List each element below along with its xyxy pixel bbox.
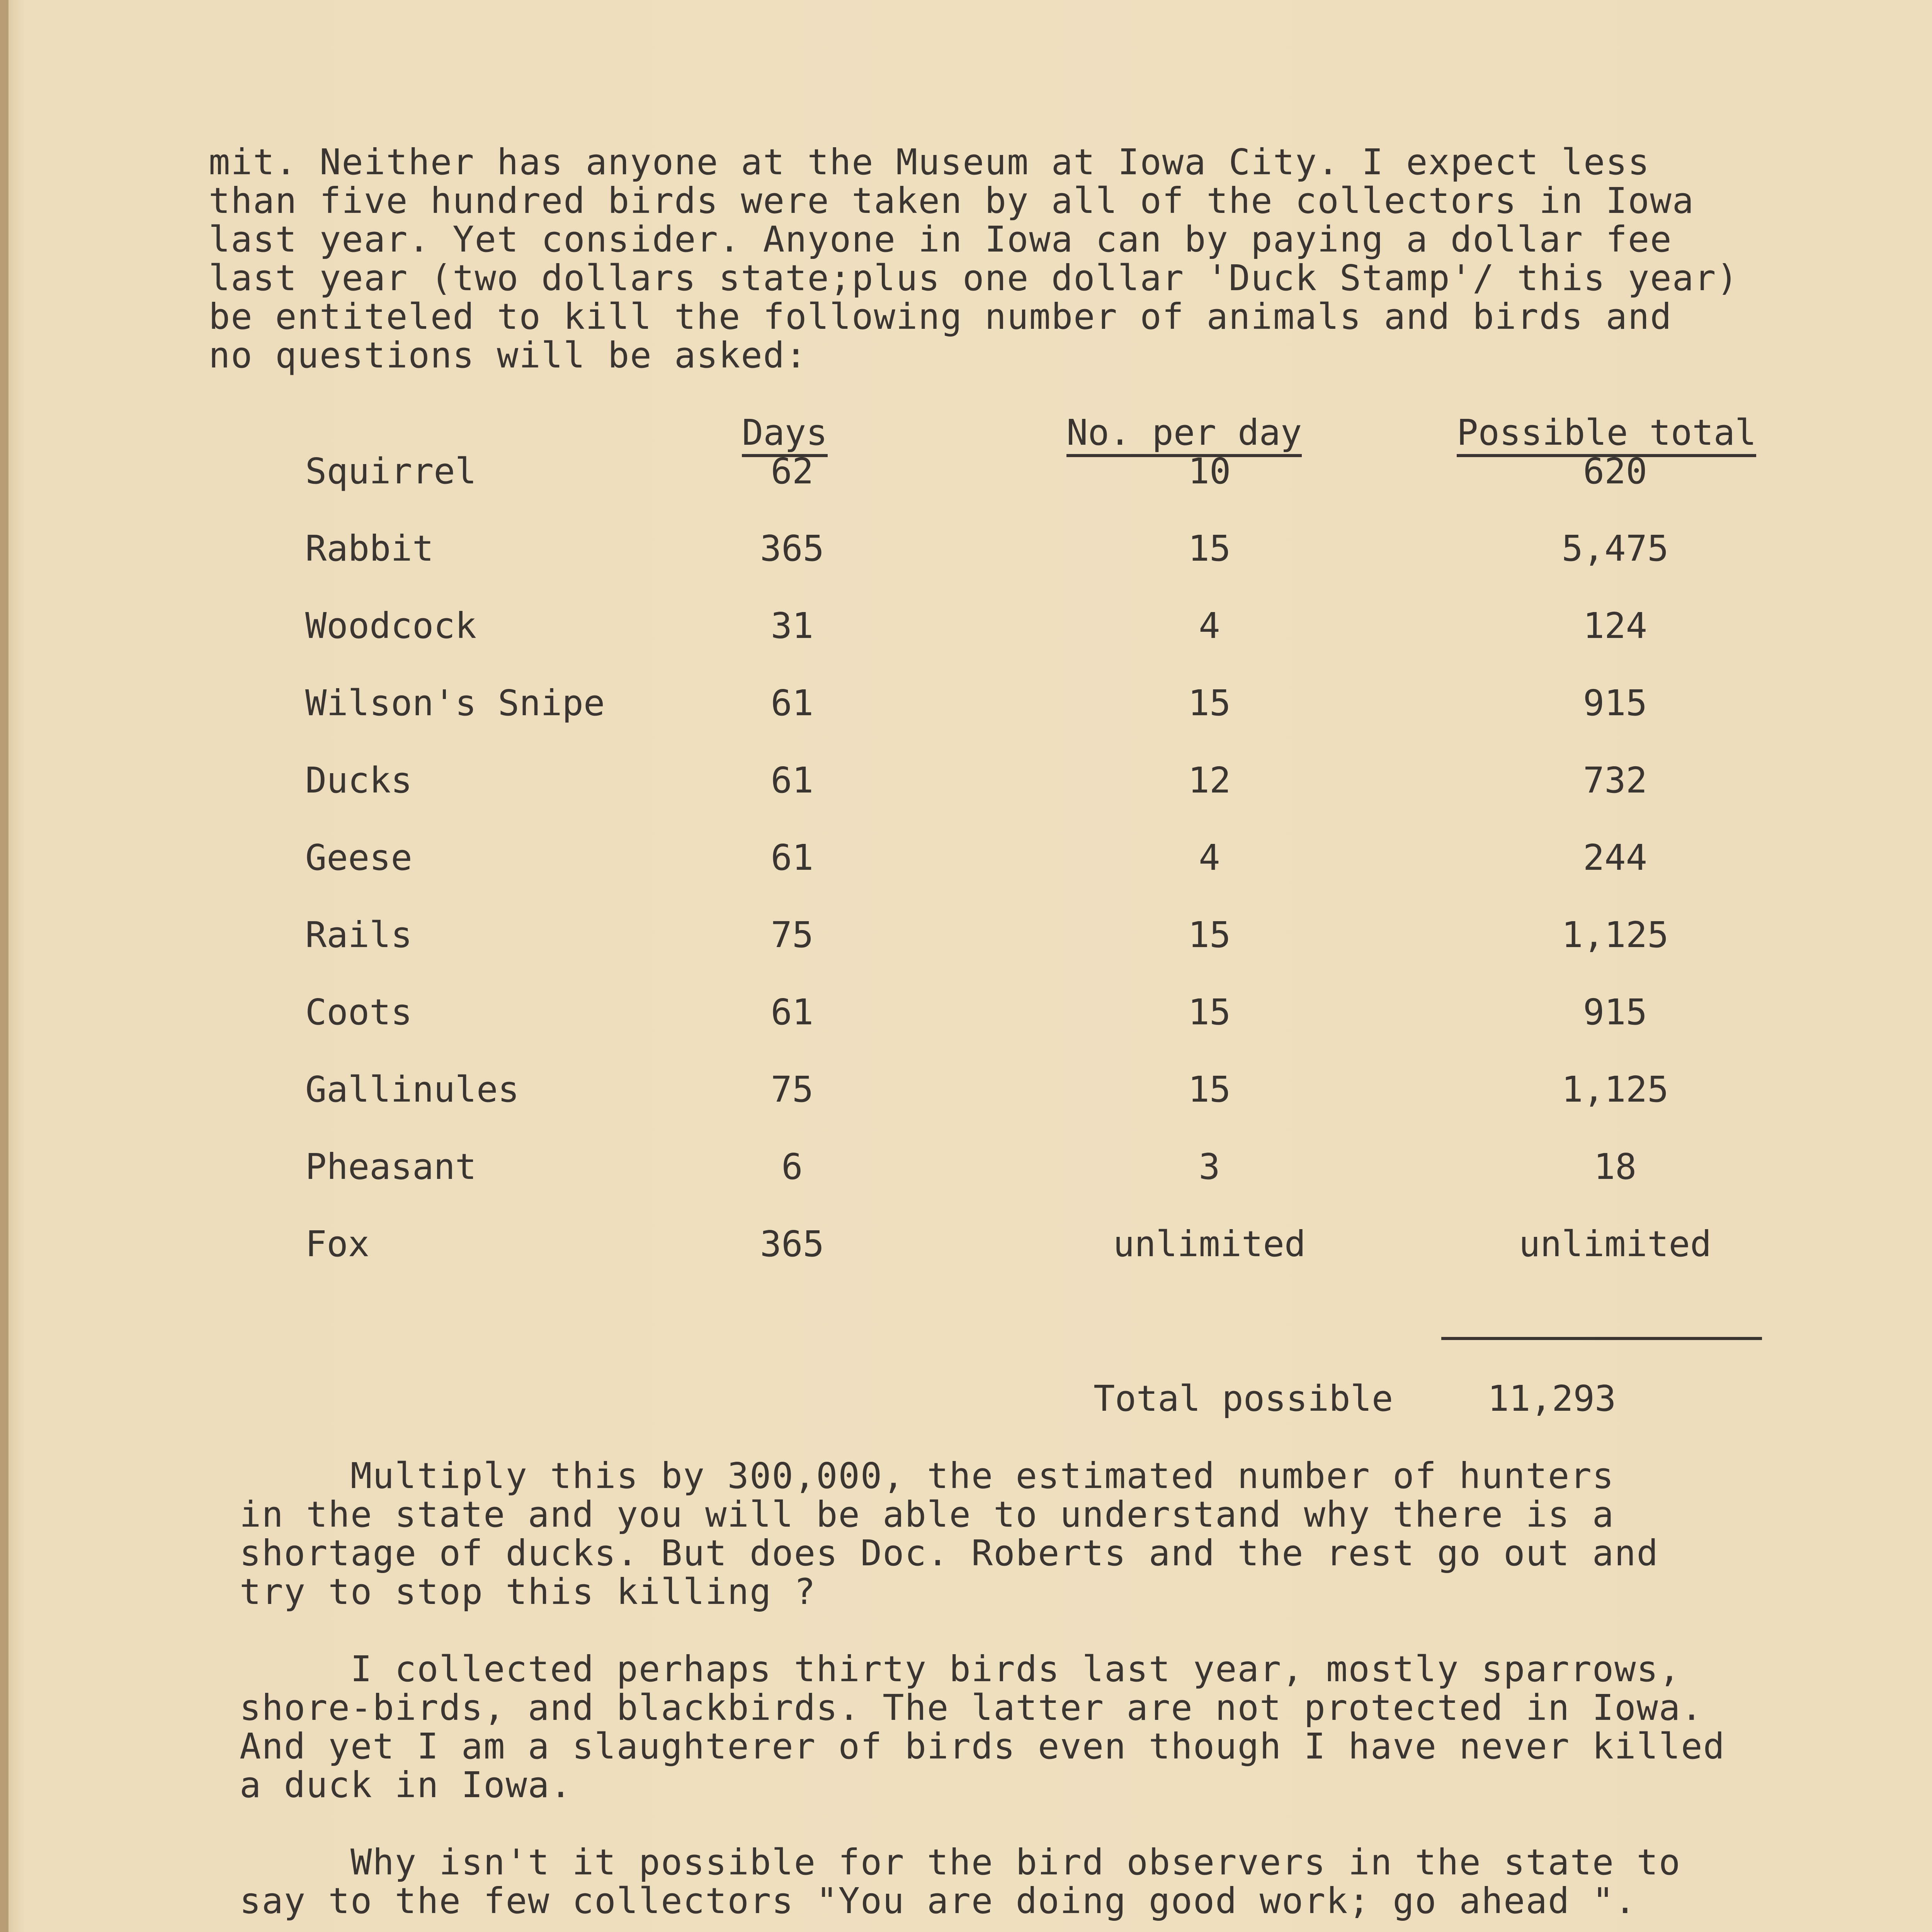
row-days: 61 xyxy=(770,837,814,878)
row-days: 75 xyxy=(770,1069,814,1110)
paragraph-line: Why isn't it possible for the bird observers in the state to xyxy=(240,1842,1681,1883)
row-animal: Squirrel xyxy=(305,451,477,492)
row-total: 915 xyxy=(1583,682,1648,724)
header-possible-total: Possible total xyxy=(1457,413,1756,452)
row-per-day: 3 xyxy=(1199,1146,1220,1187)
row-days: 62 xyxy=(770,451,814,492)
row-animal: Gallinules xyxy=(305,1069,519,1110)
intro-line: last year (two dollars state;plus one dollar 'Duck Stamp'/ this year) xyxy=(209,257,1739,299)
row-animal: Coots xyxy=(305,992,412,1033)
paragraph-line: I collected perhaps thirty birds last year, mostly sparrows, xyxy=(240,1648,1681,1690)
total-label: Total possible xyxy=(1094,1378,1393,1419)
row-per-day: 15 xyxy=(1188,914,1231,956)
row-per-day: 15 xyxy=(1188,528,1231,569)
paragraph-line: in the state and you will be able to understand why there is a xyxy=(240,1494,1615,1535)
row-days: 365 xyxy=(760,1223,825,1265)
row-per-day: 15 xyxy=(1188,992,1231,1033)
row-total: 5,475 xyxy=(1561,528,1669,569)
row-days: 6 xyxy=(781,1146,803,1187)
row-animal: Wilson's Snipe xyxy=(305,682,605,724)
row-animal: Geese xyxy=(305,837,412,878)
row-total: 244 xyxy=(1583,837,1648,878)
row-animal: Ducks xyxy=(305,760,412,801)
row-animal: Rabbit xyxy=(305,528,434,569)
paragraph-line: a duck in Iowa. xyxy=(240,1764,572,1806)
paragraph-line: And yet I am a slaughterer of birds even though I have never killed xyxy=(240,1726,1726,1767)
row-total: 732 xyxy=(1583,760,1648,801)
intro-line: than five hundred birds were taken by all of the collectors in Iowa xyxy=(209,180,1695,221)
row-days: 31 xyxy=(770,605,814,646)
row-animal: Woodcock xyxy=(305,605,477,646)
row-days: 75 xyxy=(770,914,814,956)
row-days: 61 xyxy=(770,760,814,801)
header-per-day: No. per day xyxy=(1066,413,1302,452)
paragraph-line: Multiply this by 300,000, the estimated number of hunters xyxy=(240,1455,1615,1497)
intro-line: be entiteled to kill the following number of animals and birds and xyxy=(209,296,1672,337)
row-days: 61 xyxy=(770,992,814,1033)
paragraph-line: say to the few collectors "You are doing good work; go ahead ". xyxy=(240,1880,1637,1922)
total-value: 11,293 xyxy=(1488,1378,1616,1419)
row-animal: Pheasant xyxy=(305,1146,477,1187)
paragraph-line: shore-birds, and blackbirds. The latter are not protected in Iowa. xyxy=(240,1687,1703,1728)
row-total: unlimited xyxy=(1519,1223,1712,1265)
row-per-day: 12 xyxy=(1188,760,1231,801)
header-days: Days xyxy=(742,413,828,452)
row-per-day: unlimited xyxy=(1113,1223,1306,1265)
row-total: 18 xyxy=(1594,1146,1637,1187)
row-total: 915 xyxy=(1583,992,1648,1033)
row-per-day: 15 xyxy=(1188,1069,1231,1110)
row-days: 365 xyxy=(760,528,825,569)
paragraph-line: try to stop this killing ? xyxy=(240,1571,816,1612)
row-total: 620 xyxy=(1583,451,1648,492)
intro-line: last year. Yet consider. Anyone in Iowa can by paying a dollar fee xyxy=(209,219,1672,260)
row-total: 124 xyxy=(1583,605,1648,646)
paper-edge xyxy=(0,0,9,1932)
row-per-day: 4 xyxy=(1199,837,1220,878)
intro-line: mit. Neither has anyone at the Museum at Iowa City. I expect less xyxy=(209,141,1650,183)
intro-line: no questions will be asked: xyxy=(209,335,808,376)
row-days: 61 xyxy=(770,682,814,724)
row-per-day: 15 xyxy=(1188,682,1231,724)
paragraph-line: shortage of ducks. But does Doc. Roberts and the rest go out and xyxy=(240,1532,1659,1574)
row-animal: Fox xyxy=(305,1223,370,1265)
row-per-day: 4 xyxy=(1199,605,1220,646)
row-total: 1,125 xyxy=(1561,1069,1669,1110)
row-animal: Rails xyxy=(305,914,412,956)
row-total: 1,125 xyxy=(1561,914,1669,956)
total-rule xyxy=(1441,1337,1762,1340)
row-per-day: 10 xyxy=(1188,451,1231,492)
